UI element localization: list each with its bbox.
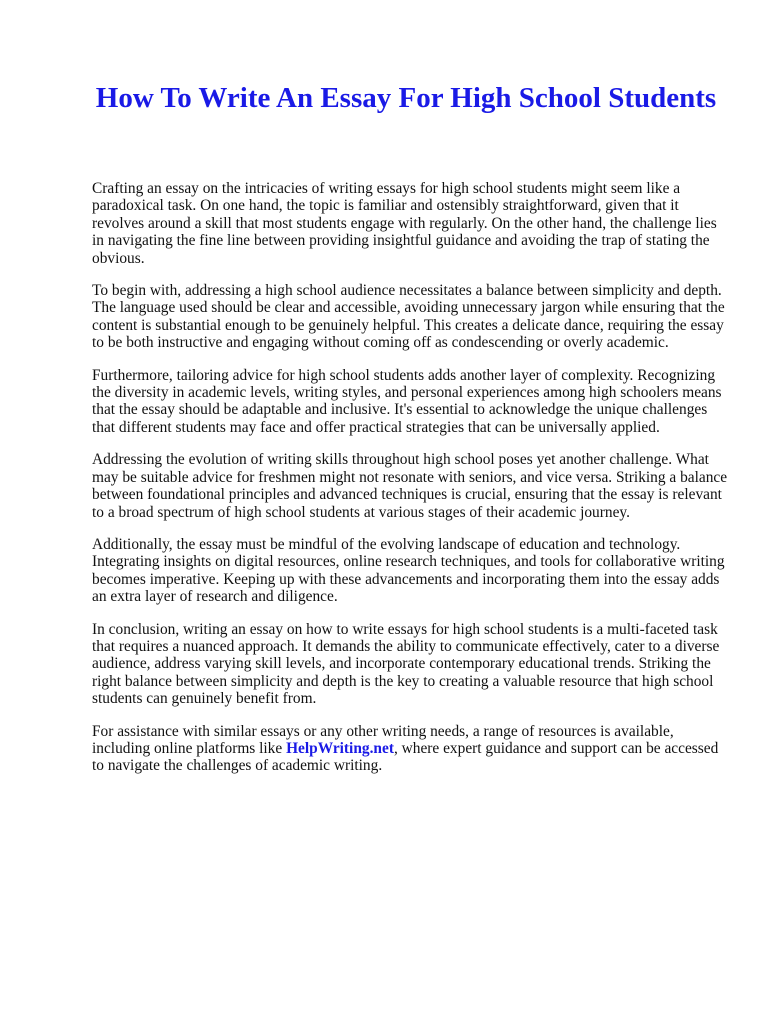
paragraph-audience: To begin with, addressing a high school audience necessitates a balance between simplicity and depth. The language used should be clear and accessible, avoiding unnecessary jargon while ensuring that the content is substantial enough to be genuinely helpful. This creates a delicate dance, requiring the essay to be both instructive and engaging without coming off as condescending or overly academic. bbox=[92, 282, 725, 352]
paragraph-conclusion: In conclusion, writing an essay on how to write essays for high school students is a multi-faceted task that requires a nuanced approach. It demands the ability to communicate effectively, cater to a diverse audience, address varying skill levels, and incorporate contemporary educational trends. Striking the right balance between simplicity and depth is the key to creating a valuable resource that high school students can genuinely benefit from. bbox=[92, 620, 720, 708]
closing-text-after-link: , where expert guidance and support can be accessed to navigate the challenges of academic writing. bbox=[92, 739, 719, 775]
paragraph-intro: Crafting an essay on the intricacies of writing essays for high school students might seem like a paradoxical task. On one hand, the topic is familiar and ostensibly straightforward, given that it revolves around a skill that most students engage with regularly. On the other hand, the challenge lies in navigating the fine line between providing insightful guidance and avoiding the trap of stating the obvious. bbox=[92, 180, 717, 267]
closing-text-before-link: For assistance with similar essays or any other writing needs, a range of resources is available, including online platforms like bbox=[92, 722, 674, 757]
document-body bbox=[92, 180, 728, 790]
paragraph-tailoring: Furthermore, tailoring advice for high school students adds another layer of complexity. Recognizing the diversity in academic levels, writing styles, and personal experiences among high schoolers means that the essay should be adaptable and inclusive. It's essential to acknowledge the unique challenges that different students may face and offer practical strategies that can be universally applied. bbox=[92, 366, 722, 436]
paragraph-technology: Additionally, the essay must be mindful of the evolving landscape of education and technology. Integrating insights on digital resources, online research techniques, and tools for collaborative writing becomes imperative. Keeping up with these advancements and incorporating them into the essay adds an extra layer of research and diligence. bbox=[92, 535, 725, 606]
paragraph-closing bbox=[92, 723, 728, 775]
helpwriting-link[interactable]: HelpWriting.net bbox=[286, 739, 394, 757]
paragraph-evolution: Addressing the evolution of writing skills throughout high school poses yet another challenge. What may be suitable advice for freshmen might not resonate with seniors, and vice versa. Striking a balance between foundational principles and advanced techniques is crucial, ensuring that the essay is relevant to a broad spectrum of high school students at various stages of their academic journey. bbox=[92, 451, 728, 521]
document-title: How To Write An Essay For High School Students bbox=[95, 82, 717, 114]
